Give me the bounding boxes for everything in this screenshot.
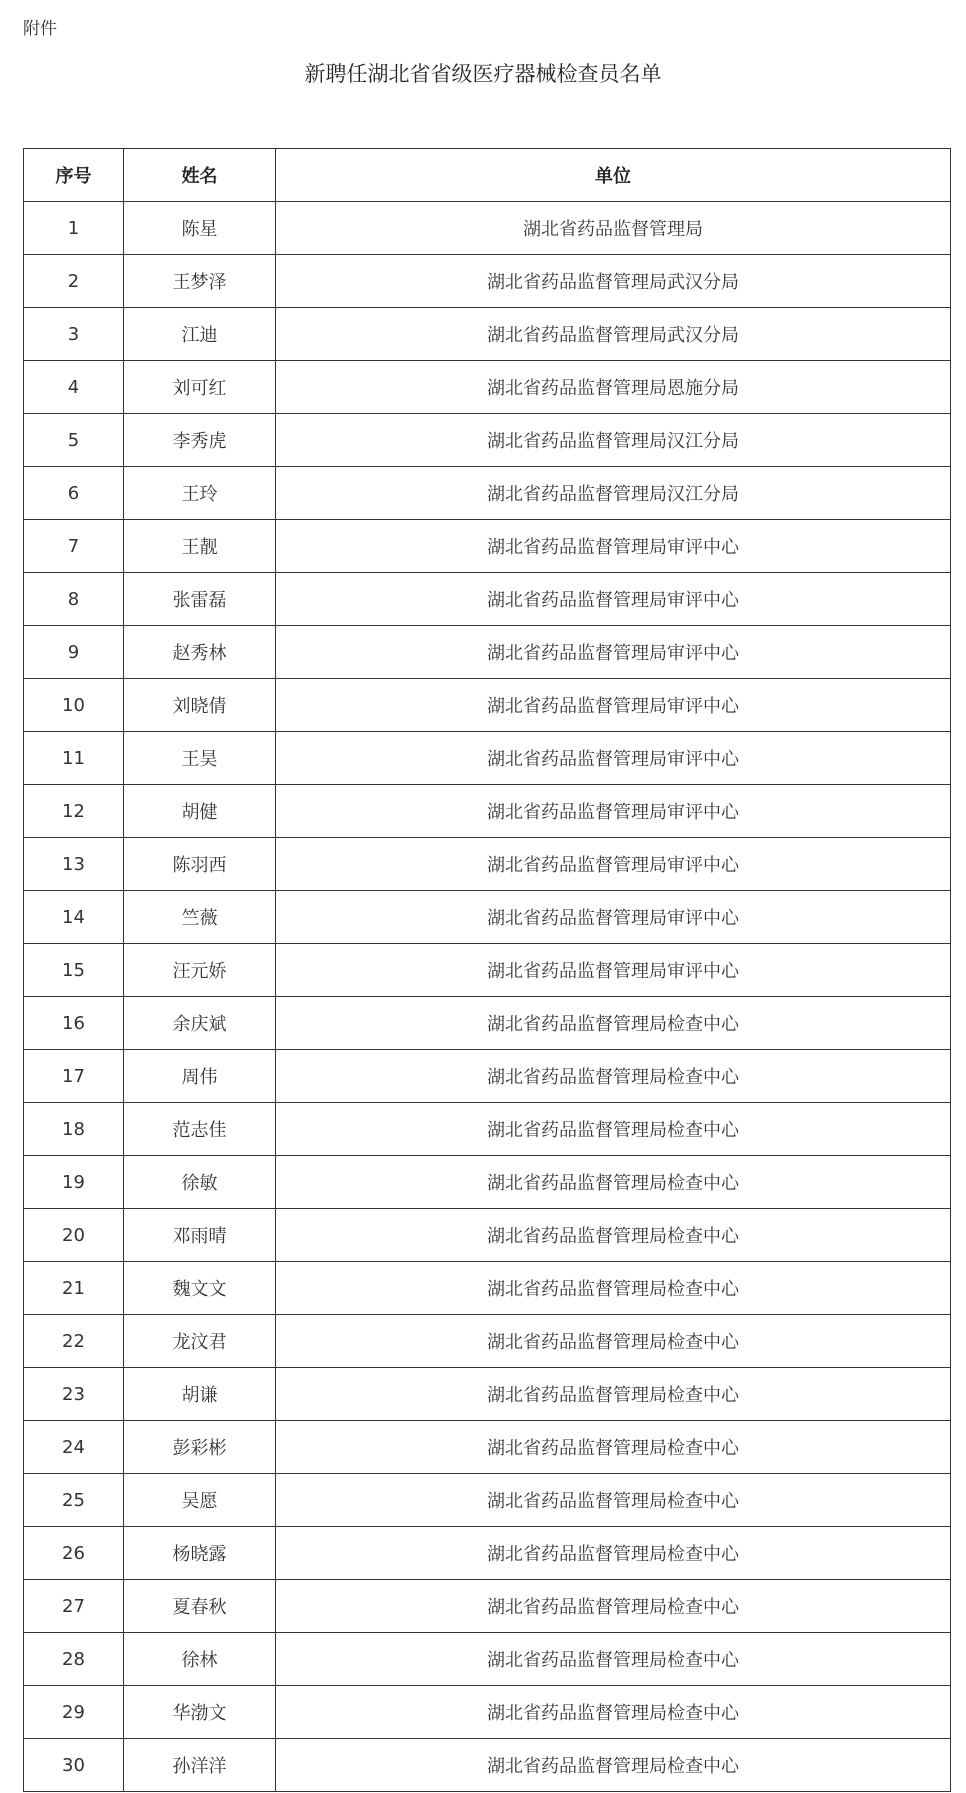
table-header (24, 149, 951, 202)
cell-unit: 湖北省药品监督管理局检查中心 (276, 1633, 951, 1686)
cell-number: 26 (24, 1527, 124, 1580)
cell-number: 22 (24, 1315, 124, 1368)
cell-name: 刘晓倩 (124, 679, 276, 732)
cell-unit: 湖北省药品监督管理局检查中心 (276, 1209, 951, 1262)
cell-name: 王梦泽 (124, 255, 276, 308)
table-row (24, 732, 951, 785)
column-header-unit: 单位 (276, 149, 951, 202)
cell-number: 2 (24, 255, 124, 308)
cell-number: 8 (24, 573, 124, 626)
cell-unit: 湖北省药品监督管理局审评中心 (276, 520, 951, 573)
cell-number: 6 (24, 467, 124, 520)
cell-unit: 湖北省药品监督管理局检查中心 (276, 1527, 951, 1580)
table-row (24, 1103, 951, 1156)
cell-name: 胡谦 (124, 1368, 276, 1421)
table-row (24, 1421, 951, 1474)
table-row (24, 944, 951, 997)
cell-name: 竺薇 (124, 891, 276, 944)
cell-number: 19 (24, 1156, 124, 1209)
table-row (24, 1739, 951, 1792)
cell-number: 16 (24, 997, 124, 1050)
cell-number: 20 (24, 1209, 124, 1262)
cell-number: 28 (24, 1633, 124, 1686)
cell-unit: 湖北省药品监督管理局审评中心 (276, 944, 951, 997)
cell-name: 彭彩彬 (124, 1421, 276, 1474)
cell-number: 14 (24, 891, 124, 944)
cell-name: 吴愿 (124, 1474, 276, 1527)
cell-number: 13 (24, 838, 124, 891)
cell-number: 3 (24, 308, 124, 361)
cell-number: 29 (24, 1686, 124, 1739)
cell-unit: 湖北省药品监督管理局武汉分局 (276, 255, 951, 308)
table-row (24, 361, 951, 414)
cell-unit: 湖北省药品监督管理局检查中心 (276, 1050, 951, 1103)
cell-unit: 湖北省药品监督管理局审评中心 (276, 838, 951, 891)
cell-number: 27 (24, 1580, 124, 1633)
cell-name: 刘可红 (124, 361, 276, 414)
table-row (24, 1262, 951, 1315)
cell-unit: 湖北省药品监督管理局汉江分局 (276, 467, 951, 520)
cell-name: 徐林 (124, 1633, 276, 1686)
cell-number: 24 (24, 1421, 124, 1474)
cell-unit: 湖北省药品监督管理局审评中心 (276, 626, 951, 679)
cell-unit: 湖北省药品监督管理局检查中心 (276, 1156, 951, 1209)
cell-name: 李秀虎 (124, 414, 276, 467)
cell-number: 25 (24, 1474, 124, 1527)
table-row (24, 838, 951, 891)
cell-name: 魏文文 (124, 1262, 276, 1315)
attachment-label: 附件 (23, 19, 57, 39)
table-row (24, 1580, 951, 1633)
cell-unit: 湖北省药品监督管理局汉江分局 (276, 414, 951, 467)
table-row (24, 679, 951, 732)
cell-unit: 湖北省药品监督管理局 (276, 202, 951, 255)
table-row (24, 785, 951, 838)
table-row (24, 1474, 951, 1527)
cell-number: 21 (24, 1262, 124, 1315)
cell-name: 陈星 (124, 202, 276, 255)
table-row (24, 1315, 951, 1368)
table-row (24, 255, 951, 308)
cell-name: 夏春秋 (124, 1580, 276, 1633)
cell-name: 胡健 (124, 785, 276, 838)
cell-number: 9 (24, 626, 124, 679)
cell-number: 10 (24, 679, 124, 732)
table-row (24, 891, 951, 944)
page-title: 新聘任湖北省省级医疗器械检查员名单 (304, 62, 662, 86)
table-row (24, 573, 951, 626)
cell-unit: 湖北省药品监督管理局审评中心 (276, 891, 951, 944)
cell-name: 余庆斌 (124, 997, 276, 1050)
cell-name: 华渤文 (124, 1686, 276, 1739)
table-row (24, 308, 951, 361)
table-row (24, 1686, 951, 1739)
cell-unit: 湖北省药品监督管理局检查中心 (276, 1739, 951, 1792)
column-header-number: 序号 (24, 149, 124, 202)
cell-unit: 湖北省药品监督管理局检查中心 (276, 1315, 951, 1368)
cell-name: 周伟 (124, 1050, 276, 1103)
cell-number: 30 (24, 1739, 124, 1792)
cell-number: 4 (24, 361, 124, 414)
table-row (24, 202, 951, 255)
table-row (24, 997, 951, 1050)
cell-number: 7 (24, 520, 124, 573)
cell-name: 龙汶君 (124, 1315, 276, 1368)
cell-number: 1 (24, 202, 124, 255)
cell-number: 23 (24, 1368, 124, 1421)
inspector-roster-table (23, 148, 951, 1792)
cell-name: 孙洋洋 (124, 1739, 276, 1792)
cell-unit: 湖北省药品监督管理局检查中心 (276, 1262, 951, 1315)
table-row (24, 626, 951, 679)
table-body (24, 202, 951, 1792)
cell-unit: 湖北省药品监督管理局检查中心 (276, 1421, 951, 1474)
table-row (24, 1156, 951, 1209)
table-row (24, 1368, 951, 1421)
cell-name: 王玲 (124, 467, 276, 520)
table-row (24, 520, 951, 573)
table-row (24, 1633, 951, 1686)
cell-unit: 湖北省药品监督管理局审评中心 (276, 732, 951, 785)
cell-name: 王靓 (124, 520, 276, 573)
table-row (24, 414, 951, 467)
cell-name: 赵秀林 (124, 626, 276, 679)
cell-unit: 湖北省药品监督管理局检查中心 (276, 997, 951, 1050)
cell-number: 15 (24, 944, 124, 997)
cell-unit: 湖北省药品监督管理局检查中心 (276, 1580, 951, 1633)
cell-name: 江迪 (124, 308, 276, 361)
column-header-name: 姓名 (124, 149, 276, 202)
cell-number: 5 (24, 414, 124, 467)
table-row (24, 1209, 951, 1262)
cell-name: 杨晓露 (124, 1527, 276, 1580)
cell-name: 范志佳 (124, 1103, 276, 1156)
cell-name: 汪元娇 (124, 944, 276, 997)
cell-unit: 湖北省药品监督管理局检查中心 (276, 1368, 951, 1421)
cell-unit: 湖北省药品监督管理局检查中心 (276, 1474, 951, 1527)
table-row (24, 467, 951, 520)
cell-unit: 湖北省药品监督管理局恩施分局 (276, 361, 951, 414)
cell-unit: 湖北省药品监督管理局检查中心 (276, 1686, 951, 1739)
table-header-row (24, 149, 951, 202)
cell-unit: 湖北省药品监督管理局审评中心 (276, 573, 951, 626)
cell-unit: 湖北省药品监督管理局审评中心 (276, 679, 951, 732)
cell-unit: 湖北省药品监督管理局审评中心 (276, 785, 951, 838)
table-row (24, 1527, 951, 1580)
cell-number: 17 (24, 1050, 124, 1103)
cell-unit: 湖北省药品监督管理局检查中心 (276, 1103, 951, 1156)
cell-number: 18 (24, 1103, 124, 1156)
cell-number: 11 (24, 732, 124, 785)
table-row (24, 1050, 951, 1103)
cell-name: 徐敏 (124, 1156, 276, 1209)
cell-number: 12 (24, 785, 124, 838)
cell-unit: 湖北省药品监督管理局武汉分局 (276, 308, 951, 361)
cell-name: 张雷磊 (124, 573, 276, 626)
cell-name: 王昊 (124, 732, 276, 785)
cell-name: 陈羽西 (124, 838, 276, 891)
cell-name: 邓雨晴 (124, 1209, 276, 1262)
